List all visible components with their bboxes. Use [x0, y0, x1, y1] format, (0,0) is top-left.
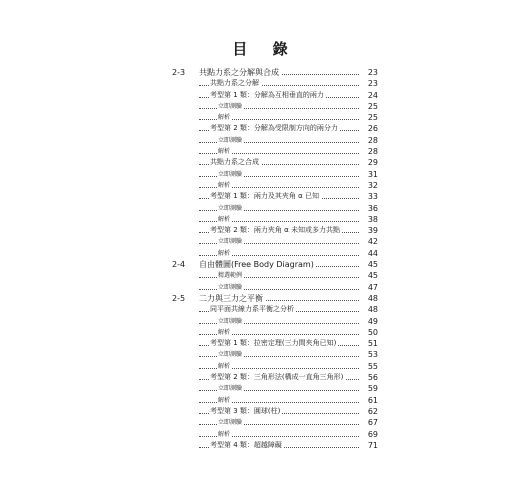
- page-number: 26: [367, 124, 378, 134]
- toc-entry: [0, 180, 520, 191]
- toc-entry: [0, 67, 520, 78]
- entry-title: 解析: [218, 361, 232, 372]
- entry-title: 考型第 1 類：兩力及其夾角 α 已知: [210, 191, 321, 202]
- page-number: 28: [367, 147, 378, 157]
- entry-title: 解析: [218, 180, 232, 191]
- page-number: 51: [367, 339, 378, 349]
- page-number: 45: [367, 260, 378, 270]
- page-number: 44: [367, 248, 378, 258]
- toc-entry: [0, 361, 520, 372]
- page-number: 28: [367, 135, 378, 145]
- page-number: 50: [367, 327, 378, 337]
- entry-title: 解析: [218, 146, 232, 157]
- section-number: 2-3: [172, 68, 186, 77]
- toc-entry: [0, 293, 520, 304]
- page-number: 33: [367, 192, 378, 202]
- entry-title: 共點力系之合成: [210, 157, 261, 168]
- toc-entry: [0, 270, 520, 281]
- toc-entry: [0, 259, 520, 270]
- page-number: 23: [367, 79, 378, 89]
- page-number: 62: [367, 406, 378, 416]
- toc-entry: [0, 338, 520, 349]
- entry-title: 考型第 1 類：拉密定理(三力間夾角已知): [210, 338, 338, 349]
- toc-entry: [0, 406, 520, 417]
- toc-entry: [0, 225, 520, 236]
- page-number: 32: [367, 180, 378, 190]
- page-number: 53: [367, 350, 378, 360]
- page-number: 48: [367, 293, 378, 303]
- entry-title: 解析: [218, 327, 232, 338]
- entry-title: 立即測驗: [218, 349, 244, 360]
- toc-entry: [0, 157, 520, 168]
- entry-title: 考型第 2 類：三角形法(構成一直角三角形): [210, 372, 345, 383]
- page-number: 38: [367, 214, 378, 224]
- toc-entry: [0, 304, 520, 315]
- toc-entry: [0, 78, 520, 89]
- toc-list: [0, 67, 520, 451]
- entry-title: 立即測驗: [218, 169, 244, 180]
- toc-entry: [0, 90, 520, 101]
- toc-entry: [0, 169, 520, 180]
- entry-title: 解析: [218, 112, 232, 123]
- page-number: 49: [367, 316, 378, 326]
- entry-title: 考型第 4 類：超越障礙: [210, 440, 284, 451]
- entry-title: 二力與三力之平衡: [199, 293, 263, 303]
- toc-entry: [0, 372, 520, 383]
- entry-title: 共點力系之分解與合成: [199, 68, 279, 77]
- entry-title: 立即測驗: [218, 417, 244, 428]
- toc-entry: [0, 135, 520, 146]
- page-number: 69: [367, 429, 378, 439]
- page-number: 71: [367, 440, 378, 450]
- page-number: 23: [367, 68, 378, 77]
- toc-entry: [0, 123, 520, 134]
- toc-entry: [0, 417, 520, 428]
- toc-entry: [0, 248, 520, 259]
- page-number: 39: [367, 226, 378, 236]
- entry-title: 立即測驗: [218, 203, 244, 214]
- section-number: 2-5: [172, 293, 186, 303]
- page-number: 47: [367, 282, 378, 292]
- page-number: 61: [367, 395, 378, 405]
- entry-title: 同平面共線力系平衡之分析: [210, 304, 296, 315]
- entry-title: 解析: [218, 429, 232, 440]
- entry-title: 考型第 3 類：圓球(柱): [210, 406, 282, 417]
- toc-entry: [0, 383, 520, 394]
- entry-title: 解析: [218, 395, 232, 406]
- toc-entry: [0, 282, 520, 293]
- toc-entry: [0, 236, 520, 247]
- toc-entry: [0, 440, 520, 451]
- toc-entry: [0, 112, 520, 123]
- page-title: 目 錄: [232, 40, 298, 58]
- section-number: 2-4: [172, 260, 186, 270]
- entry-title: 立即測驗: [218, 236, 244, 247]
- entry-title: 考型第 2 類：兩力夾角 α 未知或多力共點: [210, 225, 342, 236]
- entry-title: 自由體圖(Free Body Diagram): [199, 260, 314, 270]
- page-number: 31: [367, 169, 378, 179]
- toc-entry: [0, 214, 520, 225]
- entry-title: 立即測驗: [218, 316, 244, 327]
- page-number: 25: [367, 113, 378, 123]
- page-number: 36: [367, 203, 378, 213]
- page-number: 48: [367, 305, 378, 315]
- entry-title: 解析: [218, 214, 232, 225]
- toc-entry: [0, 101, 520, 112]
- toc-entry: [0, 327, 520, 338]
- page-number: 25: [367, 101, 378, 111]
- entry-title: 立即測驗: [218, 135, 244, 146]
- entry-title: 考型第 2 類：分解為受限制方向的兩分力: [210, 123, 340, 134]
- toc-entry: [0, 316, 520, 327]
- page-number: 45: [367, 271, 378, 281]
- entry-title: 立即測驗: [218, 282, 244, 293]
- page-number: 67: [367, 418, 378, 428]
- toc-entry: [0, 203, 520, 214]
- toc-entry: [0, 395, 520, 406]
- page-number: 56: [367, 373, 378, 383]
- entry-title: 共點力系之分解: [210, 78, 261, 89]
- page-number: 29: [367, 158, 378, 168]
- entry-title: 精選範例: [218, 270, 244, 281]
- toc-entry: [0, 429, 520, 440]
- entry-title: 解析: [218, 248, 232, 259]
- toc-entry: [0, 191, 520, 202]
- toc-entry: [0, 349, 520, 360]
- entry-title: 立即測驗: [218, 101, 244, 112]
- page-number: 59: [367, 384, 378, 394]
- page-number: 55: [367, 361, 378, 371]
- toc-entry: [0, 146, 520, 157]
- page-number: 42: [367, 237, 378, 247]
- page-number: 24: [367, 90, 378, 100]
- entry-title: 考型第 1 類：分解為互相垂直的兩力: [210, 90, 326, 101]
- entry-title: 立即測驗: [218, 383, 244, 394]
